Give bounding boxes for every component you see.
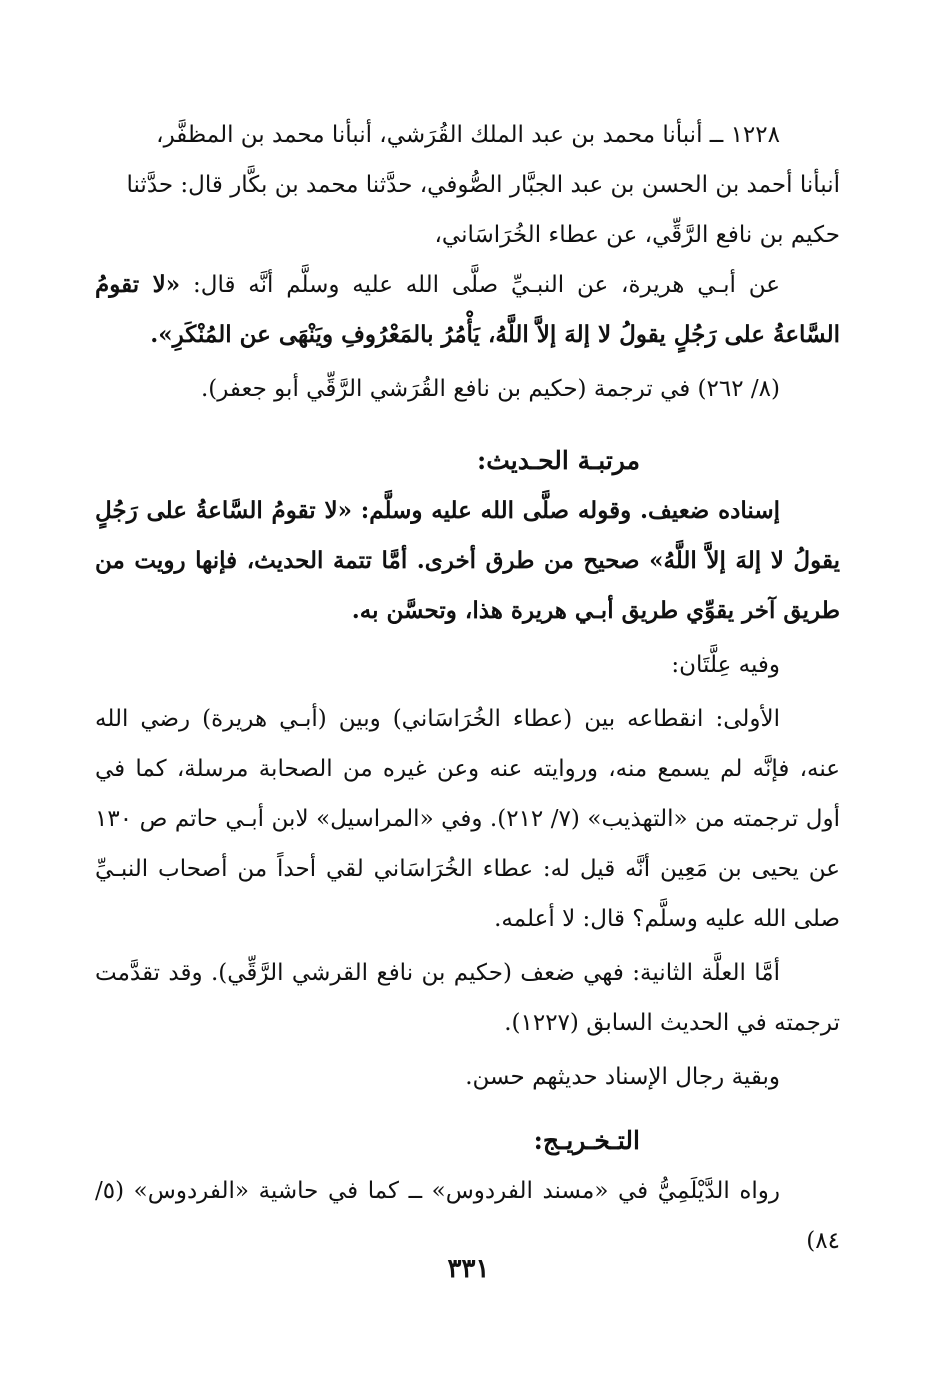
hadith-matn bbox=[95, 260, 840, 360]
grading-heading: مرتبـة الحـديث: bbox=[476, 446, 640, 475]
page-body bbox=[95, 110, 840, 1266]
page-number: ٣٣١ bbox=[447, 1254, 490, 1284]
hadith-isnad-line-1: ١٢٢٨ ــ أنبأنا محمد بن عبد الملك القُرَشي، أنبأنا محمد بن المظفَّر، bbox=[156, 122, 780, 148]
hadith-source: (٨/ ٢٦٢) في ترجمة (حكيم بن نافع القُرَشي الرَّقِّي أبو جعفر). bbox=[200, 376, 780, 402]
first-defect: الأولى: انقطاعه بين (عطاء الخُرَاسَاني) وبين (أبـي هريرة) رضي الله عنه، فإنَّه لم يسمع منه، وروايته عنه وعن غيره من الصحابة مرسلة، كما في أول ترجمته من «التهذيب» (٧/ ٢١٢). وفي «المراسيل» لابن أبـي حاتم ص ١٣٠ عن يحيى بن مَعِين أنَّه قيل له: عطاء الخُرَاسَاني لقي أحداً من أصحاب النبـيِّ صلى الله عليه وسلَّم؟ قال: لا أعلمه. bbox=[95, 706, 840, 932]
remaining-narrators: وبقية رجال الإسناد حديثهم حسن. bbox=[465, 1064, 780, 1090]
hadith-matn-intro: عن أبـي هريرة، عن النبـيِّ صلَّى الله عليه وسلَّم أنَّه قال: bbox=[180, 272, 780, 298]
hadith-isnad-line-3: حكيم بن نافع الرَّقِّي، عن عطاء الخُرَاسَاني، bbox=[434, 222, 840, 248]
defects-intro: وفيه عِلَّتَان: bbox=[671, 652, 780, 678]
hadith-matn-quote: «لا تقومُ السَّاعةُ على رَجُلٍ يقولُ لا إلهَ إلاَّ اللَّهُ، يَأْمُرُ بالمَعْرُوفِ ويَنْهَى عن المُنْكَرِ». bbox=[95, 271, 840, 348]
grading-paragraph: إسناده ضعيف. وقوله صلَّى الله عليه وسلَّم: «لا تقومُ السَّاعةُ على رَجُلٍ يقولُ لا إلهَ إلاَّ اللَّهُ» صحيح من طرق أخرى. أمَّا تتمة الحديث، فإنها رويت من طريق آخر يقوِّي طريق أبـي هريرة هذا، وتحسَّن به. bbox=[95, 497, 840, 624]
second-defect: أمَّا العلَّة الثانية: فهي ضعف (حكيم بن نافع القرشي الرَّقِّي). وقد تقدَّمت ترجمته في الحديث السابق (١٢٢٧). bbox=[95, 960, 840, 1036]
hadith-isnad-line-2: أنبأنا أحمد بن الحسن بن عبد الجبَّار الصُّوفي، حدَّثنا محمد بن بكَّار قال: حدَّثنا bbox=[126, 172, 840, 198]
takhrij-paragraph: رواه الدَّيْلَمِيُّ في «مسند الفردوس» ــ كما في حاشية «الفردوس» (٥/ ٨٤) bbox=[95, 1178, 840, 1254]
takhrij-heading: التـخـريـج: bbox=[533, 1126, 640, 1155]
